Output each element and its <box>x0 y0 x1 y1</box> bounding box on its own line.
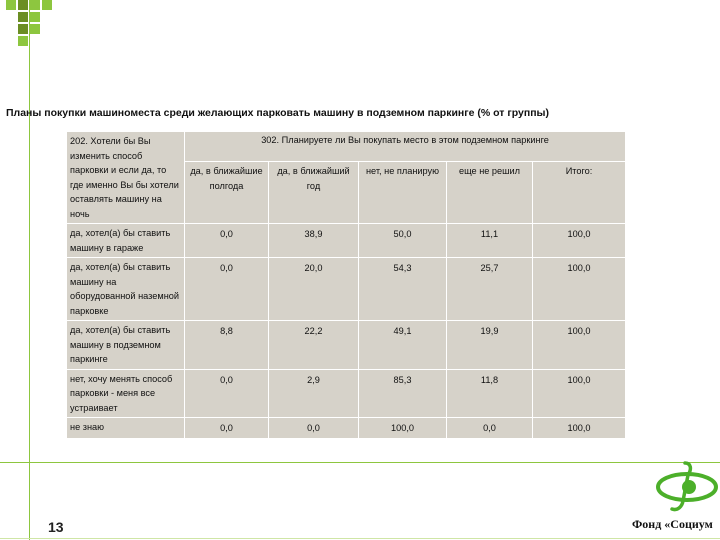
table-cell: 20,0 <box>269 258 359 321</box>
table-cell: 100,0 <box>533 258 626 321</box>
table-cell: 25,7 <box>447 258 533 321</box>
row-label: да, хотел(а) бы ставить машину на оборудованной наземной парковке <box>67 258 185 321</box>
table-row <box>67 418 626 439</box>
table-cell: 0,0 <box>269 418 359 439</box>
survey-table <box>66 131 626 439</box>
table-row <box>67 321 626 370</box>
table-cell: 100,0 <box>533 418 626 439</box>
table-cell: 100,0 <box>359 418 447 439</box>
table-cell: 100,0 <box>533 369 626 418</box>
decorative-square <box>42 0 52 10</box>
table-cell: 0,0 <box>447 418 533 439</box>
table-cell: 100,0 <box>533 321 626 370</box>
column-header: нет, не планирую <box>359 162 447 224</box>
table-row <box>67 224 626 258</box>
table-row <box>67 369 626 418</box>
decorative-square <box>18 12 28 22</box>
group-header: 302. Планируете ли Вы покупать место в этом подземном паркинге <box>185 132 626 162</box>
column-header: еще не решил <box>447 162 533 224</box>
table-row <box>67 258 626 321</box>
table-cell: 2,9 <box>269 369 359 418</box>
decorative-square <box>18 24 28 34</box>
decorative-square <box>6 0 16 10</box>
decorative-square <box>30 12 40 22</box>
horizontal-divider <box>0 462 720 463</box>
decorative-square <box>18 36 28 46</box>
table-cell: 0,0 <box>185 369 269 418</box>
decorative-square <box>30 24 40 34</box>
row-label: нет, хочу менять способ парковки - меня все устраивает <box>67 369 185 418</box>
column-header: да, в ближайшие полгода <box>185 162 269 224</box>
table-cell: 19,9 <box>447 321 533 370</box>
table-header-group-row <box>67 132 626 162</box>
table-cell: 11,8 <box>447 369 533 418</box>
table-cell: 0,0 <box>185 418 269 439</box>
row-label: да, хотел(а) бы ставить машину в гараже <box>67 224 185 258</box>
table-cell: 85,3 <box>359 369 447 418</box>
table-cell: 38,9 <box>269 224 359 258</box>
corner-header: 202. Хотели бы Вы изменить способ парковки и если да, то где именно Вы бы хотели оставлять машину на ночь <box>67 132 185 224</box>
table-cell: 22,2 <box>269 321 359 370</box>
row-label: не знаю <box>67 418 185 439</box>
row-label: да, хотел(а) бы ставить машину в подземном паркинге <box>67 321 185 370</box>
page-number: 13 <box>48 519 64 535</box>
footer-divider <box>0 538 720 539</box>
table-cell: 54,3 <box>359 258 447 321</box>
table-cell: 0,0 <box>185 224 269 258</box>
decorative-square <box>30 0 40 10</box>
column-header: да, в ближайший год <box>269 162 359 224</box>
decorative-square <box>18 0 28 10</box>
socium-logo-icon <box>655 461 719 517</box>
table-cell: 8,8 <box>185 321 269 370</box>
table-cell: 11,1 <box>447 224 533 258</box>
table-cell: 100,0 <box>533 224 626 258</box>
column-header: Итого: <box>533 162 626 224</box>
organization-name: Фонд «Социум <box>632 517 713 531</box>
table-cell: 49,1 <box>359 321 447 370</box>
table-cell: 0,0 <box>185 258 269 321</box>
vertical-divider <box>29 0 30 540</box>
table-cell: 50,0 <box>359 224 447 258</box>
slide-title: Планы покупки машиноместа среди желающих парковать машину в подземном паркинге (% от группы) <box>6 107 550 119</box>
